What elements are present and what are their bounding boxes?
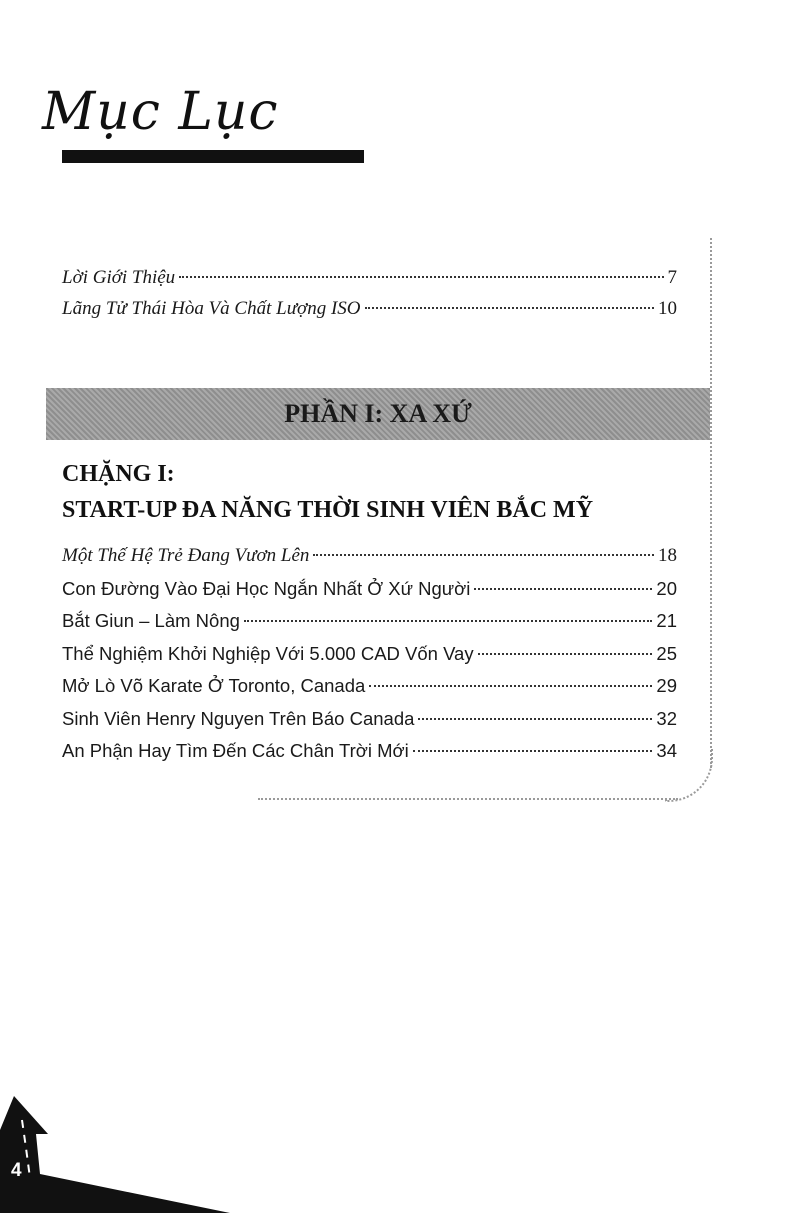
dot-leader [365, 307, 655, 309]
dot-leader [244, 620, 653, 622]
toc-entry-page: 29 [656, 675, 677, 696]
part-title: PHẦN I: XA XỨ [284, 399, 472, 428]
dot-leader [413, 750, 653, 752]
frame-border-right [710, 238, 713, 768]
toc-entry[interactable] [62, 670, 677, 703]
toc-entry-title: Thể Nghiệm Khởi Nghiệp Với 5.000 CAD Vốn Vay [62, 642, 474, 664]
toc-entry-title: Sinh Viên Henry Nguyen Trên Báo Canada [62, 707, 415, 729]
toc-entry[interactable] [62, 293, 677, 324]
page-title: Mục Lục [42, 82, 279, 142]
dot-leader [474, 588, 652, 590]
toc-entry[interactable] [62, 262, 677, 293]
page-number: 4 [11, 1160, 22, 1181]
chapter-label: CHẶNG I: [62, 461, 175, 487]
toc-entry-page: 18 [658, 545, 677, 566]
chapter-toc [62, 540, 677, 768]
toc-entry-title: Lãng Tử Thái Hòa Và Chất Lượng ISO [62, 298, 361, 319]
intro-toc [62, 262, 677, 324]
toc-entry[interactable] [62, 605, 677, 638]
part-heading-band [46, 388, 710, 440]
toc-entry[interactable] [62, 703, 677, 736]
frame-border-bottom [258, 798, 678, 800]
toc-entry[interactable] [62, 638, 677, 671]
toc-entry-page: 25 [656, 642, 677, 664]
dot-leader [369, 685, 652, 687]
toc-entry-page: 10 [658, 298, 677, 319]
toc-entry-page: 32 [656, 707, 677, 729]
chapter-heading [62, 456, 593, 528]
dot-leader [179, 276, 663, 278]
toc-entry[interactable] [62, 573, 677, 606]
toc-entry-page: 20 [656, 577, 677, 599]
toc-entry-title: Bắt Giun – Làm Nông [62, 610, 240, 631]
toc-entry-page: 21 [656, 610, 677, 631]
road-arrow-icon [0, 1090, 230, 1213]
toc-entry[interactable] [62, 540, 677, 573]
toc-entry-title: Một Thế Hệ Trẻ Đang Vươn Lên [62, 545, 310, 566]
toc-entry-page: 34 [656, 740, 677, 761]
toc-entry-title: Con Đường Vào Đại Học Ngắn Nhất Ở Xứ Người [62, 577, 471, 599]
toc-entry-title: Mở Lò Võ Karate Ở Toronto, Canada [62, 675, 366, 696]
dot-leader [313, 554, 654, 556]
toc-entry[interactable] [62, 735, 677, 768]
toc-entry-title: An Phận Hay Tìm Đến Các Chân Trời Mới [62, 740, 409, 761]
toc-entry-page: 7 [667, 267, 677, 288]
title-underline-bar [62, 150, 364, 163]
dot-leader [418, 718, 652, 720]
chapter-title: START-UP ĐA NĂNG THỜI SINH VIÊN BẮC MỸ [62, 497, 594, 523]
toc-entry-title: Lời Giới Thiệu [62, 267, 176, 288]
dot-leader [478, 653, 653, 655]
